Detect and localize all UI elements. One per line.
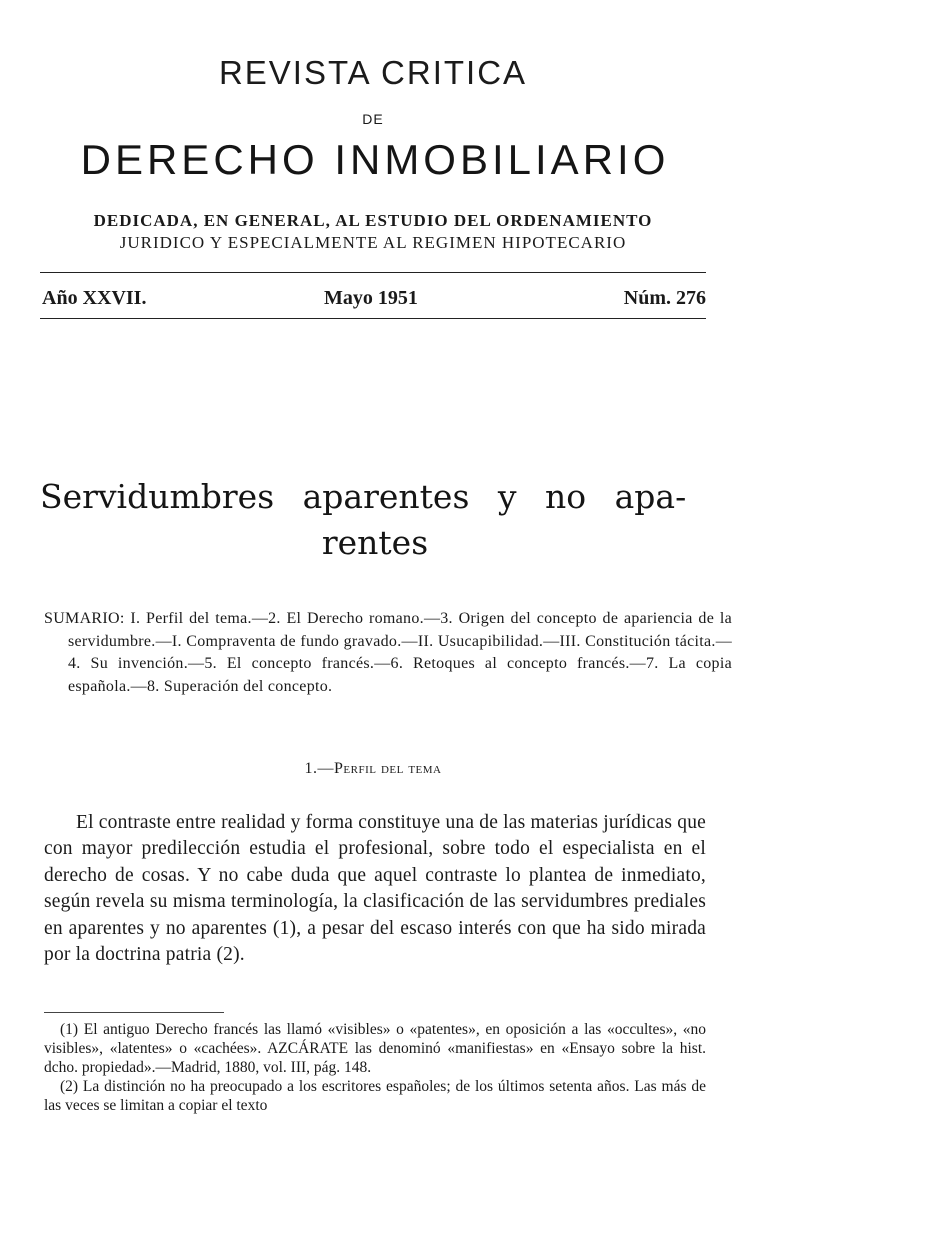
article-summary: SUMARIO: I. Perfil del tema.—2. El Derecho romano.—3. Origen del concepto de apariencia de la servidumbre.—I. Compraventa de fundo gravado.—II. Usucapibilidad.—III. Constitución tácita.— 4. Su invención.—5. El concepto francés.—6. Retoques al concepto francés.—7. La copia española.—8. Superación del concepto. (44, 610, 732, 695)
article-title (40, 474, 710, 566)
dedication-line2: JURIDICO Y ESPECIALMENTE AL REGIMEN HIPOTECARIO (119, 233, 627, 252)
masthead-rule-bottom (40, 318, 706, 319)
footnote-divider (44, 1012, 224, 1013)
footnotes (44, 1020, 706, 1115)
journal-title-line2: DERECHO INMOBILIARIO (80, 136, 670, 183)
journal-title-line1: REVISTA CRITICA (218, 54, 528, 91)
dedication-line1: DEDICADA, EN GENERAL, AL ESTUDIO DEL ORDENAMIENTO (93, 211, 653, 230)
body-paragraph: El contraste entre realidad y forma constituye una de las materias jurídicas que con mayor predilección estudia el profesional, sobre todo el especialista en el derecho de cosas. Y no cabe duda que aquel contraste lo plantea de inmediato, según revela su misma terminología, la clasificación de las servidumbres prediales en aparentes y no aparentes (1), a pesar del escaso interés con que ha sido mirada por la doctrina patria (2). (44, 812, 707, 966)
issue-year: Año XXVII. (42, 287, 147, 309)
section-heading: 1.—Perfil del tema (304, 760, 442, 777)
journal-title-de: DE (362, 111, 384, 127)
footnote-2: (2) La distinción no ha preocupado a los escritores españoles; de los últimos setenta años. Las más de las veces se limitan a copiar el texto (44, 1078, 706, 1114)
issue-number: Núm. 276 (623, 287, 706, 309)
article-title-line1: Servidumbres aparentes y no apa- (40, 477, 687, 516)
journal-dedication (40, 210, 706, 254)
issue-date: Mayo 1951 (324, 287, 418, 309)
footnote-1: (1) El antiguo Derecho francés las llamó «visibles» o «patentes», en oposición a las «occultes», «no visibles», «latentes» o «cachées». AZCÁRATE las denominó «manifiestas» en «Ensayo sobre la hist. dcho. propiedad».—Madrid, 1880, vol. III, pág. 148. (44, 1021, 706, 1076)
masthead-rule-top (40, 272, 706, 273)
article-title-line2: rentes (321, 523, 429, 562)
